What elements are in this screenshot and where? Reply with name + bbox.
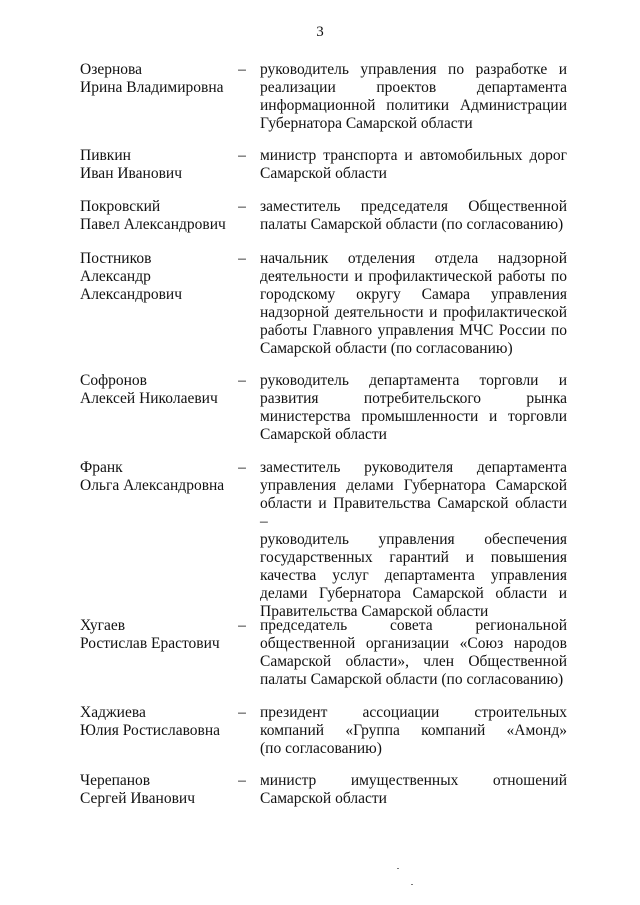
member-position: президент ассоциации строительных компаний «Группа компаний «Амонд» (по согласованию) xyxy=(260,704,567,757)
surname: Постников xyxy=(80,250,152,267)
dash-separator: – xyxy=(238,250,246,267)
given-names: Сергей Иванович xyxy=(80,790,196,807)
surname: Покровский xyxy=(80,198,161,215)
surname: Софронов xyxy=(80,372,147,389)
surname: Черепанов xyxy=(80,772,151,789)
given-names: Иван Иванович xyxy=(80,165,182,182)
dash-separator: – xyxy=(238,617,246,634)
member-name xyxy=(80,704,230,740)
given-names: Юлия Ростиславовна xyxy=(80,722,221,739)
surname: Франк xyxy=(80,459,123,476)
member-name xyxy=(80,61,230,97)
scan-speck xyxy=(397,868,399,869)
given-names: Павел Александрович xyxy=(80,216,226,233)
member-name xyxy=(80,198,230,234)
member-position: министр имущественных отношений Самарской области xyxy=(260,772,567,807)
member-name xyxy=(80,147,230,183)
given-names: Ростислав Ерастович xyxy=(80,635,220,652)
dash-separator: – xyxy=(238,459,246,476)
member-position: руководитель департамента торговли и развития потребительского рынка министерства промышленности и торговли Самарской области xyxy=(260,372,567,443)
surname: Хаджиева xyxy=(80,704,146,721)
scan-speck xyxy=(411,884,413,885)
member-position: заместитель руководителя департамента управления делами Губернатора Самарской области и Правительства Самарской области – руководитель управления обеспечения государственных гарантий и повышения качества услуг департамента управления делами Губернатора Самарской области и Правительства Самарской области xyxy=(260,459,567,620)
given-names: Ольга Александровна xyxy=(80,477,225,494)
member-position: министр транспорта и автомобильных дорог Самарской области xyxy=(260,147,567,182)
member-position: председатель совета региональной общественной организации «Союз народов Самарской области», член Общественной палаты Самарской области (по согласованию) xyxy=(260,617,567,688)
member-position: руководитель управления по разработке и реализации проектов департамента информационной политики Администрации Губернатора Самарской области xyxy=(260,61,567,132)
patronymic: Александрович xyxy=(80,286,182,303)
member-name xyxy=(80,459,230,495)
given-names: Алексей Николаевич xyxy=(80,390,218,407)
dash-separator: – xyxy=(238,704,246,721)
page-number: 3 xyxy=(316,24,324,40)
dash-separator: – xyxy=(238,772,246,789)
given-names: Ирина Владимировна xyxy=(80,79,224,96)
dash-separator: – xyxy=(238,147,246,164)
dash-separator: – xyxy=(238,198,246,215)
dash-separator: – xyxy=(238,372,246,389)
member-name xyxy=(80,372,230,408)
member-position: начальник отделения отдела надзорной деятельности и профилактической работы по городскому округу Самара управления надзорной деятельности и профилактической работы Главного управления МЧС России по Самарской области (по согласованию) xyxy=(260,250,567,357)
surname: Озернова xyxy=(80,61,142,78)
member-name xyxy=(80,617,230,653)
surname: Пивкин xyxy=(80,147,131,164)
member-name xyxy=(80,772,230,808)
member-position: заместитель председателя Общественной палаты Самарской области (по согласованию) xyxy=(260,198,567,233)
member-name xyxy=(80,250,230,304)
given-names: Александр xyxy=(80,268,151,285)
dash-separator: – xyxy=(238,61,246,78)
surname: Хугаев xyxy=(80,617,126,634)
